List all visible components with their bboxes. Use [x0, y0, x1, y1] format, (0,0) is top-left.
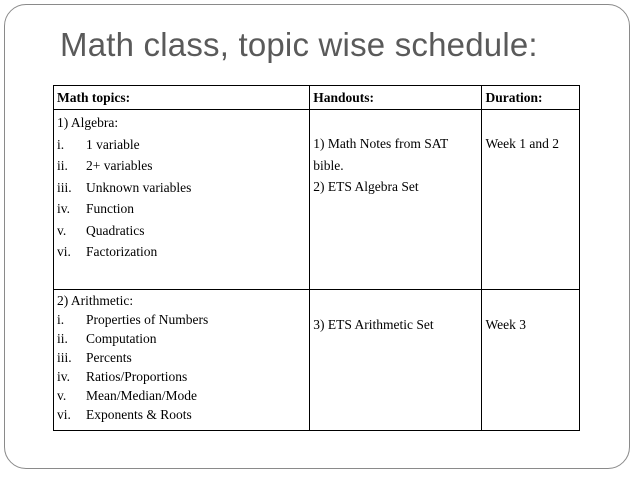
list-item-number: v. [57, 388, 67, 403]
list-item-number: ii. [57, 331, 68, 346]
list-item [57, 177, 306, 199]
list-item-number: vi. [57, 407, 71, 422]
list-item-text: Ratios/Proportions [86, 369, 188, 384]
list-item-text: Unknown variables [86, 179, 192, 195]
header-duration: Duration: [482, 86, 580, 110]
list-item-number: i. [57, 312, 65, 327]
list-item-number: iv. [57, 201, 70, 216]
handout-cell-algebra [310, 110, 482, 290]
list-item-text: 2+ variables [86, 158, 153, 173]
list-item-text: Exponents & Roots [86, 407, 192, 422]
topic-heading: 2) Arithmetic: [57, 293, 134, 308]
handout-line: 3) ETS Arithmetic Set [313, 317, 434, 332]
list-item-number: v. [57, 222, 67, 238]
list-item [57, 310, 306, 329]
list-item [57, 241, 306, 263]
list-item-text: Mean/Median/Mode [86, 388, 197, 403]
duration-cell-algebra: Week 1 and 2 [482, 110, 580, 290]
list-item [57, 367, 306, 386]
list-item [57, 134, 306, 156]
list-item-number: iii. [57, 350, 72, 365]
list-item-number: iii. [57, 179, 72, 195]
schedule-table [53, 85, 580, 431]
list-item-text: Properties of Numbers [86, 312, 209, 327]
list-item [57, 405, 306, 424]
handout-line: 1) Math Notes from SAT [313, 136, 449, 151]
table-row-arithmetic [54, 290, 580, 431]
list-item [57, 220, 306, 242]
list-item-number: ii. [57, 158, 68, 173]
list-item-number: vi. [57, 244, 71, 259]
header-math-topics: Math topics: [54, 86, 310, 110]
topic-heading: 1) Algebra: [57, 115, 119, 130]
handout-cell-arithmetic [310, 290, 482, 431]
list-item-text: Quadratics [86, 222, 145, 238]
slide-title: Math class, topic wise schedule: [60, 26, 538, 63]
list-item [57, 329, 306, 348]
list-item-text: Percents [86, 350, 132, 365]
list-item-text: Factorization [86, 244, 158, 259]
list-item [57, 348, 306, 367]
list-item-text: 1 variable [86, 136, 140, 152]
topic-cell-algebra [54, 110, 310, 290]
list-item-number: i. [57, 136, 65, 152]
list-item-number: iv. [57, 369, 70, 384]
list-item-text: Computation [86, 331, 157, 346]
duration-cell-arithmetic: Week 3 [482, 290, 580, 431]
table-header-row [54, 86, 580, 110]
list-item-text: Function [86, 201, 135, 216]
table-row-algebra [54, 110, 580, 290]
handout-line: 2) ETS Algebra Set [313, 179, 419, 194]
handout-line: bible. [313, 157, 344, 173]
list-item [57, 386, 306, 405]
list-item [57, 155, 306, 177]
header-handouts: Handouts: [310, 86, 482, 110]
topic-cell-arithmetic [54, 290, 310, 431]
list-item [57, 198, 306, 220]
